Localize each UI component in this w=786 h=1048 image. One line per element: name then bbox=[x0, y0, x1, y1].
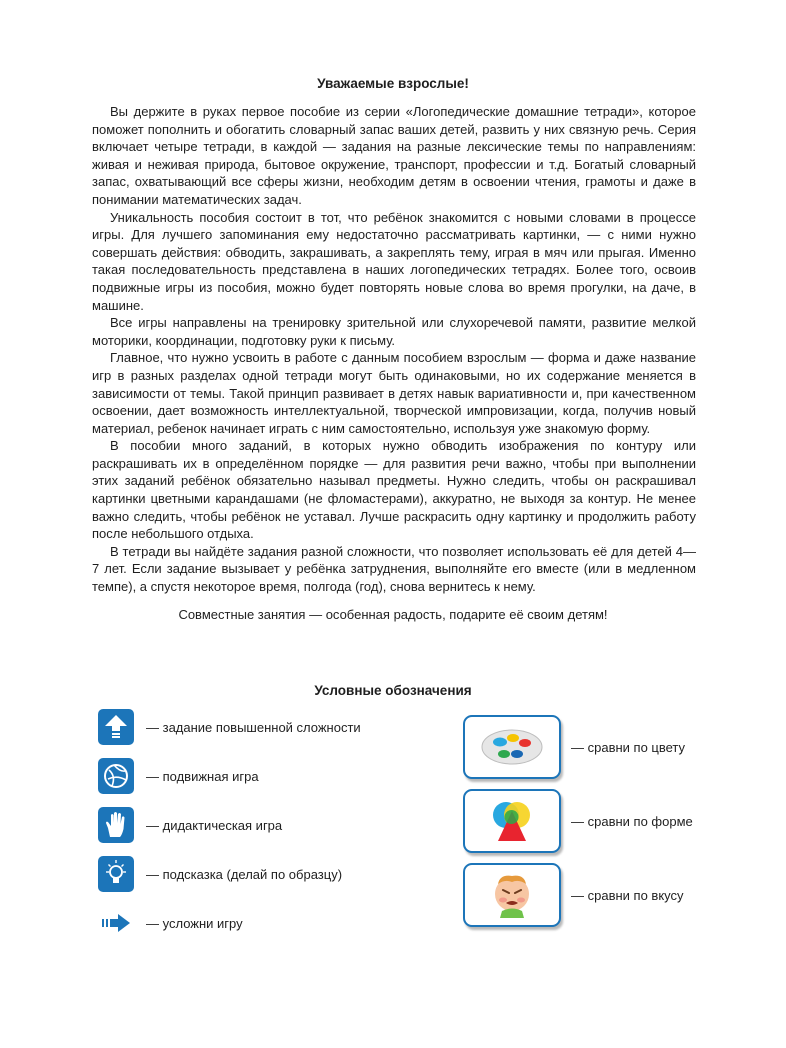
legend-item-active-game bbox=[98, 757, 259, 795]
legend-item-compare-shape bbox=[463, 788, 693, 854]
legend-label: — подвижная игра bbox=[146, 768, 259, 784]
legend-item-harder-task bbox=[98, 708, 361, 746]
arrow-up-icon bbox=[98, 709, 134, 745]
legend-item-compare-taste bbox=[463, 862, 684, 928]
legend-label: — подсказка (делай по образцу) bbox=[146, 866, 343, 882]
legend-item-complicate-game bbox=[98, 904, 243, 942]
legend-label: — дидактическая игра bbox=[146, 817, 283, 833]
face-icon bbox=[463, 863, 561, 927]
arrow-right-icon bbox=[98, 905, 134, 941]
paragraph: Уникальность пособия состоит в тот, что ребёнок знакомится с новыми словами в процессе игры. Для лучшего запоминания ему недостаточно рассматривать картинки, — с ними нужно совершать действия: обводить, закрашивать, а закреплять тему, играя в мяч или прыгая. Именно такая последовательность представлена в наших логопедических тетрадях. Более того, освоив подвижные игры из пособия, можно будет повторять новые слова во время прогулки, на даче, в машине. bbox=[92, 209, 696, 313]
legend-label: — усложни игру bbox=[146, 915, 243, 931]
legend-label: — сравни по цвету bbox=[571, 739, 686, 755]
ball-icon bbox=[98, 758, 134, 794]
legend-item-didactic-game bbox=[98, 806, 282, 844]
legend-item-hint bbox=[98, 855, 342, 893]
palette-icon bbox=[463, 715, 561, 779]
legend-item-compare-color bbox=[463, 714, 685, 780]
paragraph: Главное, что нужно усвоить в работе с данным пособием взрослым — форма и даже название игр в разных разделах одной тетради могут быть одинаковыми, но их содержание меняется в зависимости от темы. Такой принцип развивает в детях навык вариативности и, при качественном освоении, дает возможность интеллектуальной, творческой импровизации, когда, получив новый материал, ребенок начинает играть с ним самостоятельно, используя уже знакомую форму. bbox=[92, 350, 696, 436]
legend-label: — сравни по форме bbox=[571, 813, 693, 829]
closing-line: Совместные занятия — особенная радость, подарите её своим детям! bbox=[178, 607, 608, 622]
paragraph: В тетради вы найдёте задания разной сложности, что позволяет использовать её для детей 4—7 лет. Если задание вызывает у ребёнка затруднения, выполняйте его вместе (или в медленном темпе), а спустя некоторое время, полгода (год), снова вернитесь к нему. bbox=[92, 543, 696, 595]
paragraph: В пособии много заданий, в которых нужно обводить изображения по контуру или раскрашивать их в определённом порядке — для развития речи важно, чтобы при выполнении этих заданий ребёнок обязательно называл предметы. Нужно следить, чтобы он раскрашивал картинки цветными карандашами (не фломастерами), аккуратно, не выходя за контур. Не менее важно следить, чтобы ребёнок не уставал. Лучше раскрасить одну картинку и продолжить работу после небольшого отдыха. bbox=[92, 438, 696, 542]
paragraph: Вы держите в руках первое пособие из серии «Логопедические домашние тетради», которое поможет пополнить и обогатить словарный запас ваших детей, развить у них связную речь. Серия включает четыре тетради, в каждой — задания на разные лексические темы по направлениям: живая и неживая природа, бытовое окружение, транспорт, профессии и т.д. Богатый словарный запас, охватывающий все сферы жизни, необходим детям в освоении чтения, грамоты и даже в понимании математических задач. bbox=[92, 104, 696, 207]
intro-text bbox=[92, 103, 696, 596]
lightbulb-icon bbox=[98, 856, 134, 892]
legend-label: — задание повышенной сложности bbox=[146, 719, 361, 735]
shapes-icon bbox=[463, 789, 561, 853]
hand-icon bbox=[98, 807, 134, 843]
legend-label: — сравни по вкусу bbox=[571, 887, 684, 903]
paragraph: Все игры направлены на тренировку зрительной или слухоречевой памяти, развитие мелкой моторики, координации, подготовку руки к письму. bbox=[92, 315, 696, 348]
legend-title: Условные обозначения bbox=[314, 683, 472, 698]
page-title: Уважаемые взрослые! bbox=[317, 76, 469, 91]
